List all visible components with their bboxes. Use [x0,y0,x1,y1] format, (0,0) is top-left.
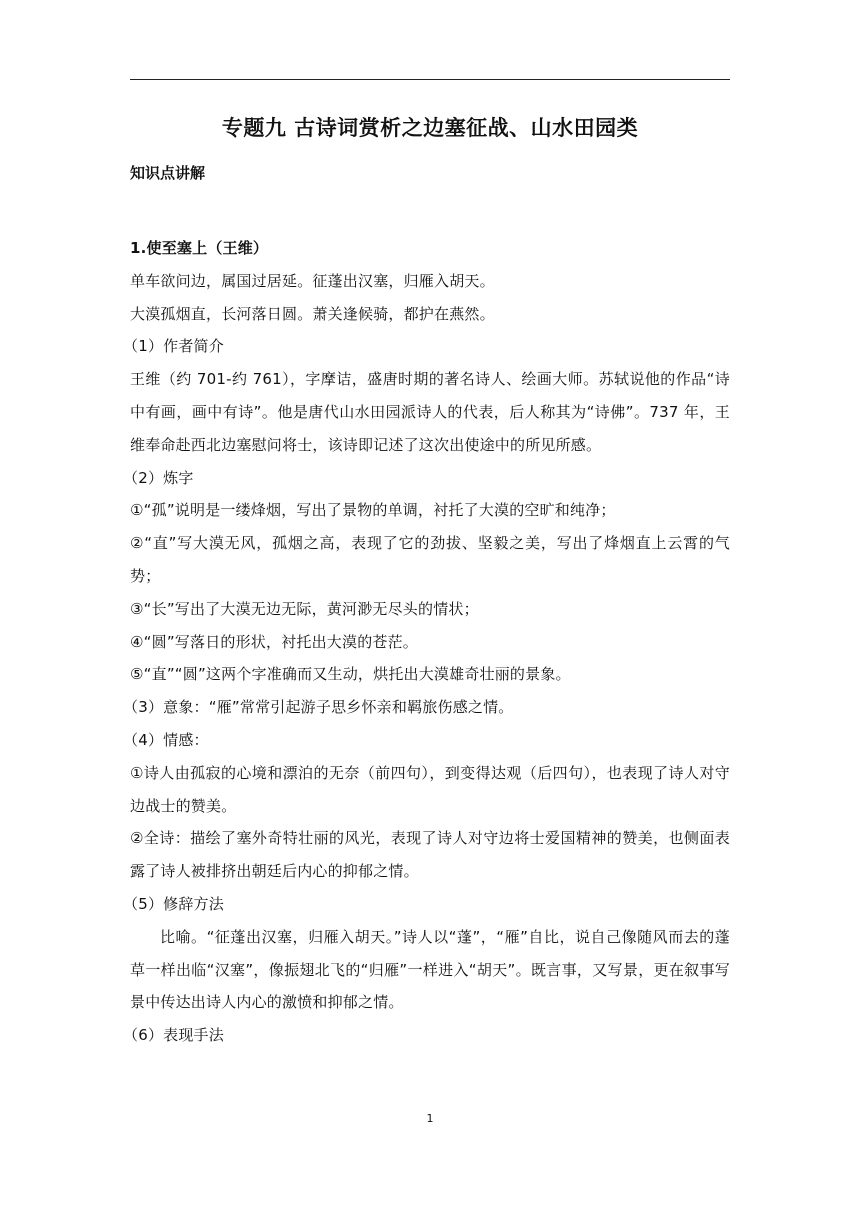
subsection-heading: （6）表现手法 [123,1026,224,1045]
list-item: ⑤“直”“圆”这两个字准确而又生动，烘托出大漠雄奇壮丽的景象。 [130,665,571,684]
subsection-heading: （1）作者简介 [123,337,224,356]
author-intro-paragraph: 王维（约 701-约 761），字摩诘，盛唐时期的著名诗人、绘画大师。苏轼说他的作品“诗中有画，画中有诗”。他是唐代山水田园派诗人的代表，后人称其为“诗佛”。737 年，王维奉命赴西北边塞慰问将士，该诗即记述了这次出使途中的所见所感。 [130,370,730,454]
subsection-heading: （3）意象：“雁”常常引起游子思乡怀亲和羁旅伤感之情。 [123,698,514,717]
rhetoric-paragraph: 比喻。“征蓬出汉塞，归雁入胡天。”诗人以“蓬”，“雁”自比，说自己像随风而去的蓬草一样出临“汉塞”，像振翅北飞的“归雁”一样进入“胡天”。既言事，又写景，更在叙事写景中传达出诗人内心的激愤和抑郁之情。 [130,927,730,1012]
list-item: ①“孤”说明是一缕烽烟，写出了景物的单调，衬托了大漠的空旷和纯净； [130,501,616,520]
header-rule [130,79,730,80]
list-item: ②“直”写大漠无风，孤烟之高，表现了它的劲拔、坚毅之美，写出了烽烟直上云霄的气势； [130,534,730,585]
poem-line: 单车欲问边，属国过居延。征蓬出汉塞，归雁入胡天。 [130,271,495,290]
subsection-heading: （4）情感： [123,730,209,749]
poem-title: 1.使至塞上（王维） [130,239,269,257]
list-item: ③“长”写出了大漠无边无际，黄河渺无尽头的情状； [130,599,479,618]
list-item: ②全诗：描绘了塞外奇特壮丽的风光，表现了诗人对守边将士爱国精神的赞美，也侧面表露了诗人被排挤出朝廷后内心的抑郁之情。 [130,829,730,881]
list-item: ④“圆”写落日的形状，衬托出大漠的苍茫。 [130,632,418,651]
page-title: 专题九 古诗词赏析之边塞征战、山水田园类 [221,116,639,140]
page-number: 1 [426,1112,434,1125]
list-item: ①诗人由孤寂的心境和漂泊的无奈（前四句），到变得达观（后四句），也表现了诗人对守边战士的赞美。 [130,763,730,815]
document-body [123,232,730,1052]
section-heading: 知识点讲解 [130,164,206,182]
subsection-heading: （2）炼字 [123,468,194,487]
poem-line: 大漠孤烟直，长河落日圆。萧关逢候骑，都护在燕然。 [130,304,495,323]
subsection-heading: （5）修辞方法 [123,894,224,913]
